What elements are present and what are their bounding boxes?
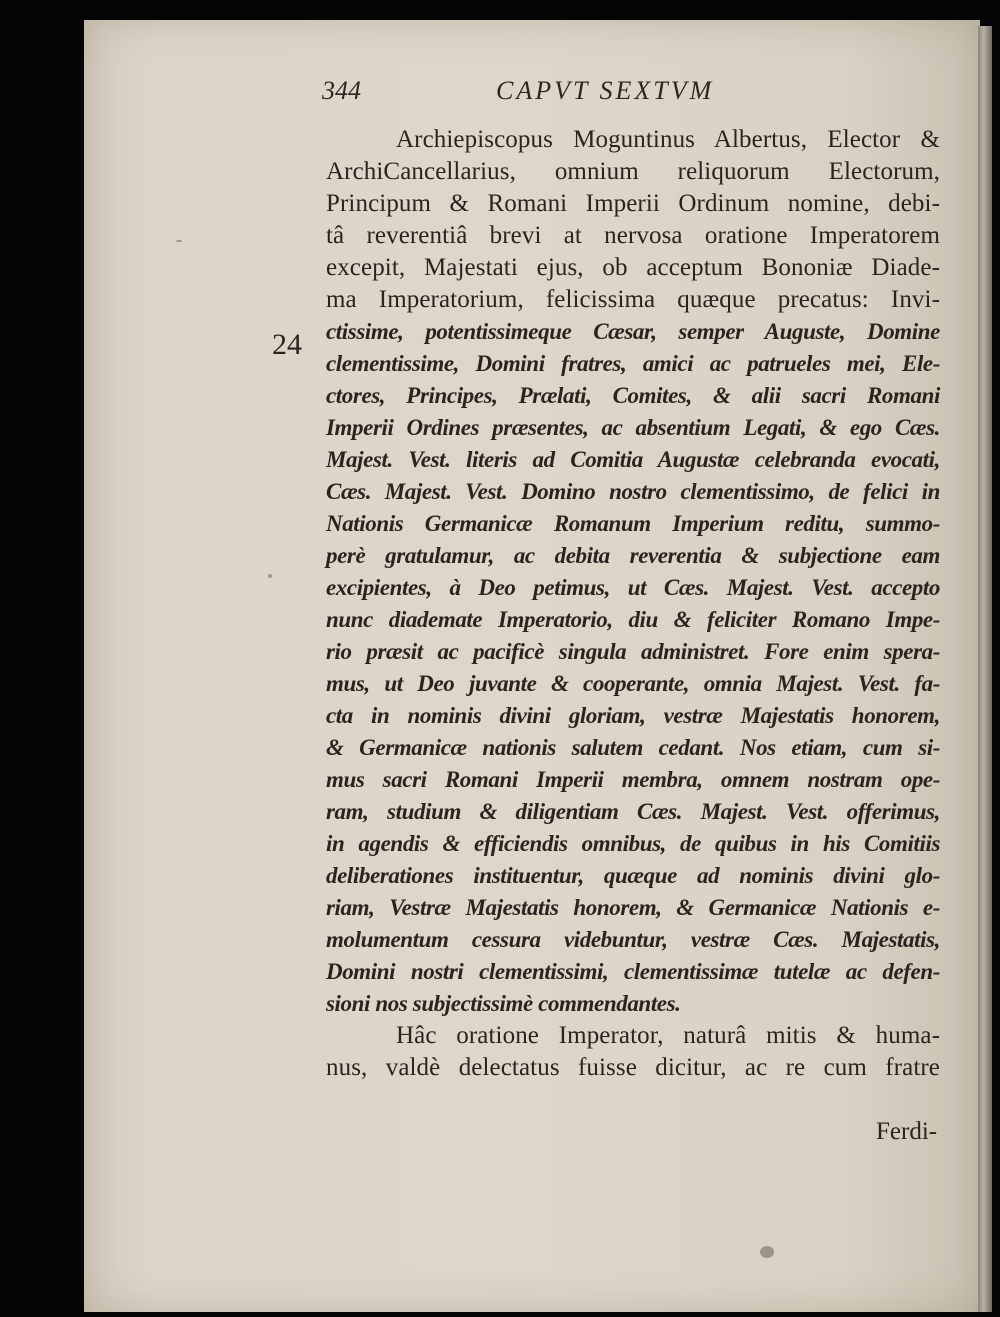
text-line: mus sacri Romani Imperii membra, omnem nostram ope-	[326, 767, 940, 792]
paper-speck	[176, 240, 182, 242]
text-line: Principum & Romani Imperii Ordinum nomine, debi-	[326, 190, 940, 217]
text-line: ctores, Principes, Prælati, Comites, & alii sacri Romani	[326, 383, 940, 408]
paper-speck	[760, 1246, 774, 1258]
text-line: mus, ut Deo juvante & cooperante, omnia Majest. Vest. fa-	[326, 671, 940, 696]
text-line: riam, Vestræ Majestatis honorem, & Germanicæ Nationis e-	[326, 895, 940, 920]
page-edge-shadow	[978, 26, 992, 1312]
text-line: tâ reverentiâ brevi at nervosa oratione Imperatorem	[326, 222, 940, 249]
text-line: nus, valdè delectatus fuisse dicitur, ac re cum fratre	[326, 1054, 940, 1081]
text-line: cta in nominis divini gloriam, vestræ Majestatis honorem,	[326, 703, 940, 728]
text-line: Nationis Germanicæ Romanum Imperium reditu, summo-	[326, 511, 940, 536]
page-number: 344	[322, 76, 361, 105]
margin-note: 24	[272, 328, 302, 361]
text-line: in agendis & efficiendis omnibus, de quibus in his Comitiis	[326, 831, 940, 856]
text-line: excepit, Majestati ejus, ob acceptum Bononiæ Diade-	[326, 254, 940, 281]
text-line: Majest. Vest. literis ad Comitia Augustæ celebranda evocati,	[326, 447, 940, 472]
text-line: sioni nos subjectissimè commendantes.	[326, 991, 681, 1016]
text-line: rio præsit ac pacificè singula administret. Fore enim spera-	[326, 639, 940, 664]
text-line: nunc diademate Imperatorio, diu & feliciter Romano Impe-	[326, 607, 940, 632]
text-line: Archiepiscopus Moguntinus Albertus, Elector &	[396, 126, 940, 153]
text-line: excipientes, à Deo petimus, ut Cæs. Majest. Vest. accepto	[326, 575, 940, 600]
text-line: Cæs. Majest. Vest. Domino nostro clementissimo, de felici in	[326, 479, 940, 504]
text-line: Imperii Ordines præsentes, ac absentium Legati, & ego Cæs.	[326, 415, 940, 440]
page-header	[322, 76, 762, 116]
text-line: Hâc oratione Imperator, naturâ mitis & huma-	[396, 1022, 940, 1049]
running-head: CAPVT SEXTVM	[496, 76, 715, 105]
text-line: perè gratulamur, ac debita reverentia & subjectione eam	[326, 543, 940, 568]
text-line: deliberationes instituentur, quæque ad nominis divini glo-	[326, 863, 940, 888]
paper-speck	[268, 574, 272, 578]
text-line: ma Imperatorium, felicissima quæque precatus: Invi-	[326, 286, 940, 313]
text-line: ctissime, potentissimeque Cæsar, semper Auguste, Domine	[326, 319, 940, 344]
text-line: clementissime, Domini fratres, amici ac patrueles mei, Ele-	[326, 351, 940, 376]
body-text	[326, 124, 940, 1154]
text-line: Domini nostri clementissimi, clementissimæ tutelæ ac defen-	[326, 959, 940, 984]
text-line: ram, studium & diligentiam Cæs. Majest. Vest. offerimus,	[326, 799, 940, 824]
text-line: ArchiCancellarius, omnium reliquorum Electorum,	[326, 158, 940, 185]
text-line: molumentum cessura videbuntur, vestræ Cæs. Majestatis,	[326, 927, 940, 952]
catchword: Ferdi-	[876, 1118, 938, 1145]
text-line: & Germanicæ nationis salutem cedant. Nos etiam, cum si-	[326, 735, 940, 760]
